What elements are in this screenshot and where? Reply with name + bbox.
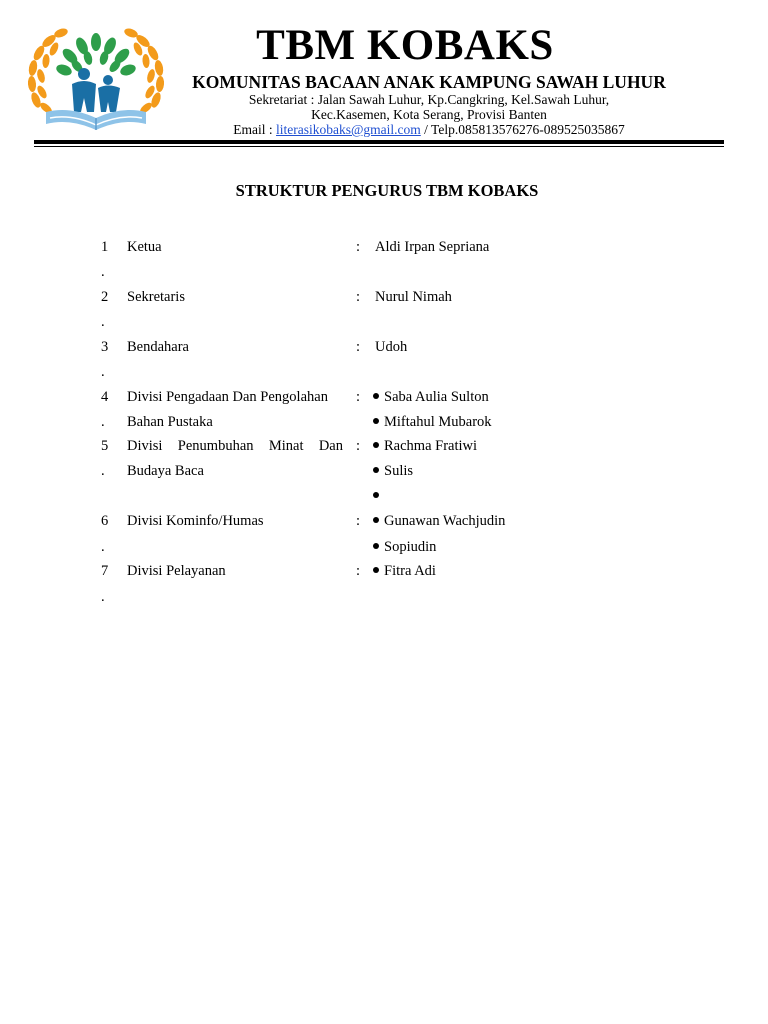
colon: : xyxy=(356,563,361,579)
item-number: 2 xyxy=(101,289,109,305)
item-number: 3 xyxy=(101,339,109,355)
bullet-icon xyxy=(373,467,379,473)
page-title: TBM KOBAKS xyxy=(256,22,554,69)
member-item xyxy=(373,459,413,484)
member-item xyxy=(373,434,477,459)
member-name: Fitra Adi xyxy=(384,563,436,579)
item-number: 5 xyxy=(101,438,109,454)
bullet-icon xyxy=(373,418,379,424)
item-value: Nurul Nimah xyxy=(375,289,452,305)
member-name: Rachma Fratiwi xyxy=(384,438,478,454)
member-name: Sulis xyxy=(384,463,414,479)
bullet-icon xyxy=(373,442,379,448)
colon: : xyxy=(356,239,361,255)
item-label: Sekretaris xyxy=(127,289,185,305)
address-line-1: Sekretariat : Jalan Sawah Luhur, Kp.Cangkring, Kel.Sawah Luhur, xyxy=(248,92,610,107)
header-divider-thin xyxy=(34,146,724,147)
colon: : xyxy=(356,339,361,355)
item-value: Aldi Irpan Sepriana xyxy=(375,239,490,255)
number-dot: . xyxy=(101,264,105,280)
member-item xyxy=(373,509,505,534)
item-label: Divisi Pelayanan xyxy=(127,563,226,579)
item-label-line-1: Divisi Penumbuhan Minat Dan xyxy=(127,438,343,454)
member-item xyxy=(373,535,436,560)
bullet-icon xyxy=(373,492,379,498)
member-name: Sopiudin xyxy=(384,539,437,555)
member-name: Miftahul Mubarok xyxy=(384,414,492,430)
item-label-line-1: Divisi Pengadaan Dan Pengolahan xyxy=(127,389,328,405)
item-label: Bendahara xyxy=(127,339,189,355)
number-dot: . xyxy=(101,539,105,555)
colon: : xyxy=(356,513,361,529)
email-link[interactable]: literasikobaks@gmail.com xyxy=(276,122,421,137)
number-dot: . xyxy=(101,364,105,380)
member-item xyxy=(373,410,492,435)
item-label-line-2: Budaya Baca xyxy=(127,463,204,479)
number-dot: . xyxy=(101,414,105,430)
document-heading: STRUKTUR PENGURUS TBM KOBAKS xyxy=(235,181,539,200)
item-number: 6 xyxy=(101,513,109,529)
bullet-icon xyxy=(373,567,379,573)
item-number: 4 xyxy=(101,389,109,405)
address-line-2: Kec.Kasemen, Kota Serang, Provisi Banten xyxy=(311,107,547,122)
item-value: Udoh xyxy=(375,339,408,355)
contact-line xyxy=(184,122,674,138)
colon: : xyxy=(356,389,361,405)
item-number: 1 xyxy=(101,239,109,255)
number-dot: . xyxy=(101,589,105,605)
header-divider-thick xyxy=(34,140,724,144)
item-label-line-2: Bahan Pustaka xyxy=(127,414,213,430)
member-item xyxy=(373,385,489,410)
organization-name: KOMUNITAS BACAAN ANAK KAMPUNG SAWAH LUHUR xyxy=(192,72,666,92)
item-label: Ketua xyxy=(127,239,162,255)
bullet-icon xyxy=(373,543,379,549)
bullet-icon xyxy=(373,517,379,523)
bullet-icon xyxy=(373,393,379,399)
number-dot: . xyxy=(101,314,105,330)
item-label: Divisi Kominfo/Humas xyxy=(127,513,264,529)
member-item xyxy=(373,559,436,584)
member-item-empty xyxy=(373,484,384,509)
phone-text: / Telp.085813576276-089525035867 xyxy=(420,122,625,137)
member-name: Saba Aulia Sulton xyxy=(384,389,489,405)
email-label: Email : xyxy=(233,122,277,137)
item-number: 7 xyxy=(101,563,109,579)
member-name: Gunawan Wachjudin xyxy=(384,513,506,529)
colon: : xyxy=(356,438,361,454)
colon: : xyxy=(356,289,361,305)
number-dot: . xyxy=(101,463,105,479)
